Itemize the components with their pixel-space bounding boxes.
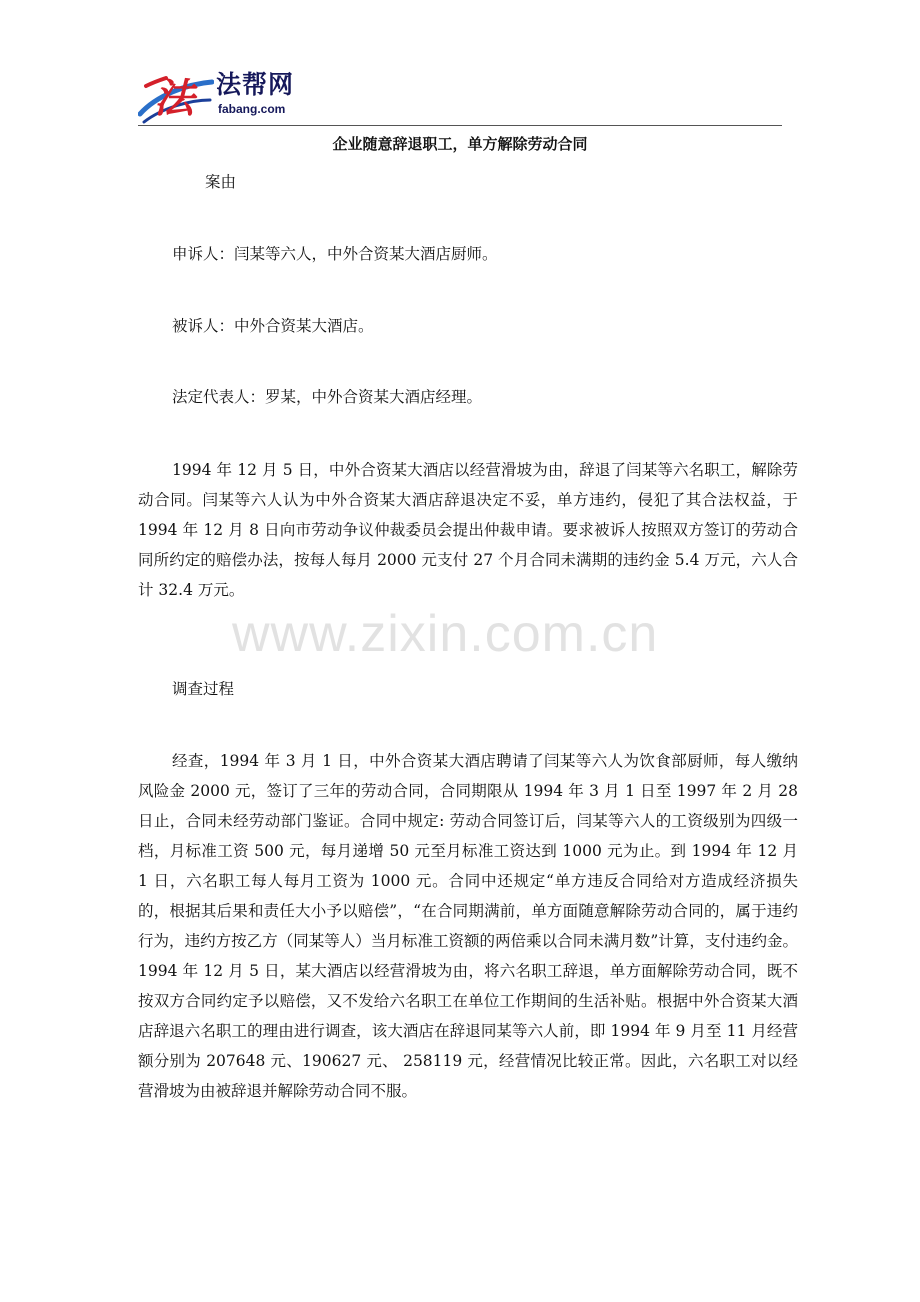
document-title: 企业随意辞退职工，单方解除劳动合同	[332, 135, 588, 153]
complainant-line: 申诉人：闫某等六人，中外合资某大酒店厨师。	[172, 245, 498, 263]
logo-glyph: 法	[154, 75, 194, 122]
paragraph-investigation: 经查，1994 年 3 月 1 日，中外合资某大酒店聘请了闫某等六人为饮食部厨师，每人缴纳风险金 2000 元，签订了三年的劳动合同，合同期限从 1994 年 3 月 1 日至 1997 年 2 月 28 日止，合同未经劳动部门鉴证。合同中规定: 劳动合同签订后，闫某等六人的工资级别为四级一档，月标准工资 500 元，每月递增 50 元至月标准工资达到 1000 元为止。到 1994 年 12 月 1 日，六名职工每人每月工资为 1000 元。合同中还规定“单方违反合同给对方造成经济损失的，根据其后果和责任大小予以赔偿”，“在合同期满前，单方面随意解除劳动合同的，属于违约行为，违约方按乙方（同某等人）当月标准工资额的两倍乘以合同未满月数”计算，支付违约金。1994 年 12 月 5 日，某大酒店以经营滑坡为由，将六名职工辞退，单方面解除劳动合同，既不按双方合同约定予以赔偿，又不发给六名职工在单位工作期间的生活补贴。根据中外合资某大酒店辞退六名职工的理由进行调查，该大酒店在辞退同某等六人前，即 1994 年 9 月至 11 月经营额分别为 207648 元、190627 元、 258119 元，经营情况比较正常。因此，六名职工对以经营滑坡为由被辞退并解除劳动合同不服。	[138, 752, 798, 1100]
legal-representative-line: 法定代表人：罗某，中外合资某大酒店经理。	[172, 388, 483, 406]
watermark-text: www.zixin.com.cn	[232, 605, 659, 663]
site-header	[138, 62, 782, 126]
section-heading-case: 案由	[205, 173, 237, 191]
paragraph-facts: 1994 年 12 月 5 日，中外合资某大酒店以经营滑坡为由，辞退了闫某等六名职工，解除劳动合同。闫某等六人认为中外合资某大酒店辞退决定不妥，单方违约，侵犯了其合法权益，于 1994 年 12 月 8 日向市劳动争议仲裁委员会提出仲裁申请。要求被诉人按照双方签订的劳动合同所约定的赔偿办法，按每人每月 2000 元支付 27 个月合同未满期的违约金 5.4 万元，六人合计 32.4 万元。	[138, 461, 798, 599]
logo-chinese-name[interactable]: 法帮网	[216, 70, 295, 99]
header-divider	[138, 125, 782, 126]
fabang-logo-icon[interactable]	[138, 66, 214, 126]
logo-domain[interactable]: fabang.com	[218, 102, 286, 116]
respondent-line: 被诉人：中外合资某大酒店。	[172, 317, 374, 335]
section-heading-investigation: 调查过程	[172, 680, 235, 698]
